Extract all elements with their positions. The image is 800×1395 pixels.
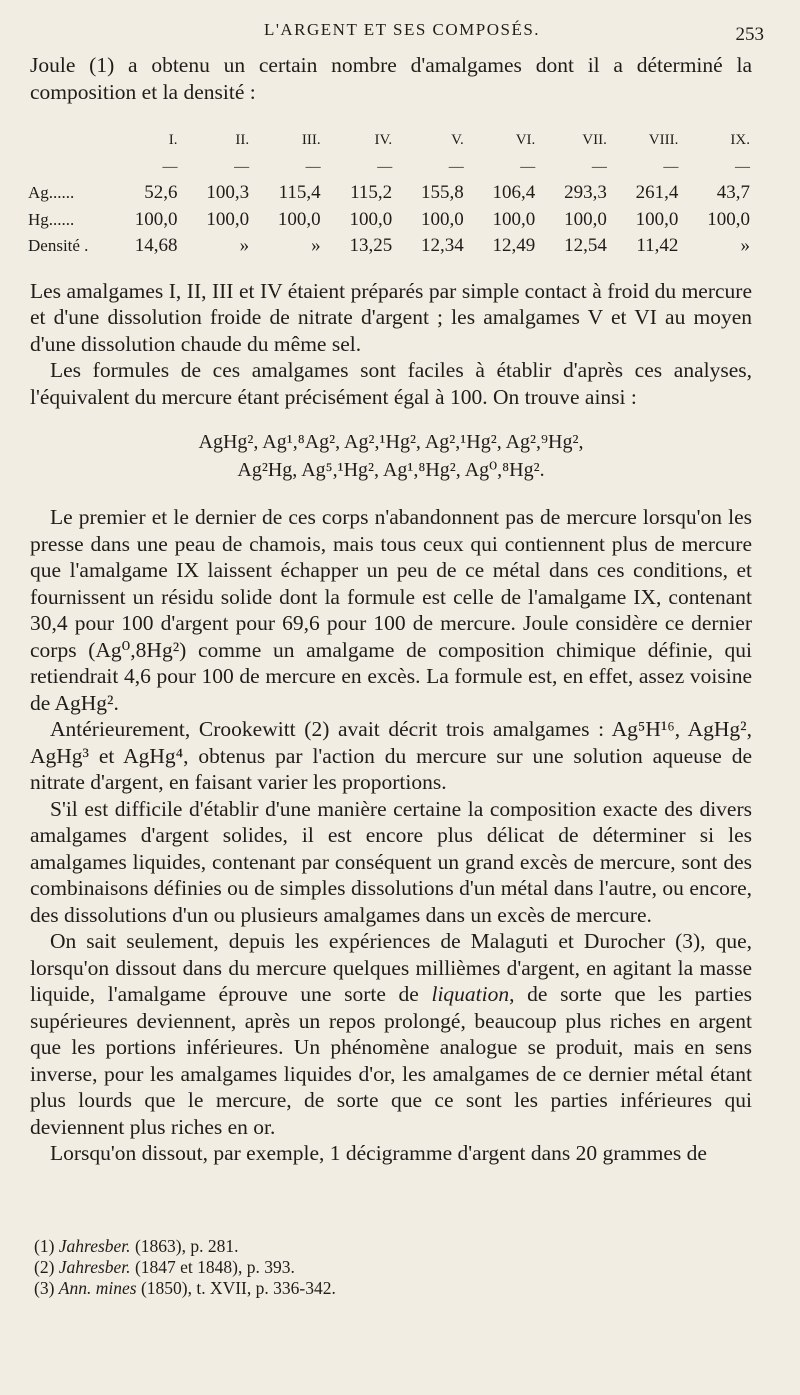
row-label: Ag...... [28, 183, 75, 202]
table-corner-cell [26, 154, 108, 181]
intro-paragraph: Joule (1) a obtenu un certain nombre d'amalgames dont il a déterminé la composition et la densité : [30, 53, 752, 104]
table-cell: 100,0 [492, 208, 536, 230]
table-cell: 12,34 [420, 235, 464, 256]
liquation-text-b: , de sorte que les parties supérieures deviennent, après un repos prolongé, beaucoup plus riches en argent que les portions inférieures. Un phénomène analogue se produit, mais en sens inverse, pour les amalgames liquides d'or, les amalgames de ce dernier métal étant plus lourds que le mercure, de sorte que ce sont les parties inférieures qui deviennent plus riches en or. [30, 982, 752, 1139]
column-rule: — [162, 158, 178, 175]
table-cell: 115,2 [350, 182, 393, 203]
paragraph-liquid-amalgams: S'il est difficile d'établir d'une manière certaine la composition exacte des divers amalgames d'argent solides, il est encore plus délicat de déterminer si les amalgames liquides, contenant par conséquent un grand excès de mercure, sont des combinaisons définies ou de simples dissolutions d'un métal dans l'autre, ou encore, des dissolutions d'un ou plusieurs amalgames dans un excès de mercure. [30, 796, 752, 927]
paragraph-formulas-intro: Les formules de ces amalgames sont faciles à établir d'après ces analyses, l'équivalent du mercure étant précisément égal à 100. On trouve ainsi : [30, 358, 752, 409]
table-cell: » [740, 235, 750, 256]
liquation-term: liquation [431, 982, 510, 1006]
paragraph-crookewitt: Antérieurement, Crookewitt (2) avait décrit trois amalgames : Ag⁵H¹⁶, AgHg², AgHg³ et AgHg⁴, obtenus par l'action du mercure sur une solution aqueuse de nitrate d'argent, en faisant varier les proportions. [30, 717, 752, 794]
footnote-source: Ann. mines [58, 1278, 137, 1298]
table-cell: 293,3 [564, 182, 607, 203]
table-cell: 106,4 [492, 182, 536, 203]
table-cell: 100,0 [635, 208, 679, 230]
table-cell: 100,3 [206, 182, 250, 203]
table-cell: 14,68 [134, 235, 178, 256]
column-rule: — [305, 158, 321, 175]
table-cell: 100,0 [349, 208, 393, 230]
table-corner-cell [26, 127, 108, 154]
formula-line-2: Ag²Hg, Ag⁵,¹Hg², Ag¹,⁸Hg², Ag⁰,⁸Hg². [237, 459, 545, 481]
column-header: III. [301, 132, 321, 148]
footnote-source: Jahresber. [58, 1257, 131, 1277]
table-row [26, 180, 752, 207]
footnote [34, 1236, 754, 1257]
table-cell: 100,0 [206, 208, 250, 230]
paragraph-liquation [30, 928, 752, 1140]
column-header: VIII. [648, 132, 679, 148]
column-rule: — [234, 158, 250, 175]
table-cell: 100,0 [134, 208, 178, 230]
table-cell: 100,0 [277, 208, 321, 230]
row-label: Hg...... [28, 209, 75, 229]
page-number: 253 [735, 24, 764, 45]
table-cell: 100,0 [707, 208, 750, 230]
column-header: VI. [515, 132, 536, 148]
page-header [40, 14, 764, 44]
column-header: IX. [730, 132, 750, 148]
footnote-number: (1) [34, 1236, 55, 1256]
column-rule: — [735, 158, 750, 175]
row-label: Densité . [28, 236, 89, 255]
column-rule: — [520, 158, 536, 175]
page-body [30, 52, 752, 1167]
column-rule: — [448, 158, 464, 175]
column-header: VII. [582, 132, 607, 148]
formula-block [30, 428, 752, 484]
column-rule: — [377, 158, 393, 175]
table-row [26, 233, 752, 260]
column-rule: — [663, 158, 679, 175]
table-cell: 100,0 [420, 208, 464, 230]
footnote-detail: (1850), t. XVII, p. 336-342. [140, 1278, 336, 1298]
table-cell: 115,4 [278, 182, 321, 203]
paragraph-example: Lorsqu'on dissout, par exemple, 1 décigramme d'argent dans 20 grammes de [50, 1141, 707, 1165]
table-cell: 100,0 [564, 208, 607, 230]
table-cell: 155,8 [420, 182, 464, 203]
column-header: V. [451, 132, 464, 148]
column-header: I. [168, 132, 178, 148]
table-cell: 43,7 [716, 182, 750, 203]
footnote-number: (3) [34, 1278, 55, 1298]
running-title: L'ARGENT ET SES COMPOSÉS. [263, 20, 541, 39]
footnotes [34, 1236, 754, 1299]
footnote [34, 1257, 754, 1278]
footnote-detail: (1847 et 1848), p. 393. [134, 1257, 295, 1277]
table-cell: » [239, 235, 250, 256]
paragraph-preparation: Les amalgames I, II, III et IV étaient préparés par simple contact à froid du mercure et d'une dissolution froide de nitrate d'argent ; les amalgames V et VI au moyen d'une dissolution chaude du même sel. [30, 278, 752, 356]
table-cell: 11,42 [636, 235, 679, 256]
table-cell: 12,54 [564, 235, 607, 256]
table-cell: 261,4 [635, 182, 679, 203]
column-header: IV. [374, 132, 393, 148]
formula-line-1: AgHg², Ag¹,⁸Ag², Ag²,¹Hg², Ag²,¹Hg², Ag²,⁹Hg², [198, 431, 584, 453]
table-cell: 12,49 [492, 235, 536, 256]
paragraph-joule: Le premier et le dernier de ces corps n'abandonnent pas de mercure lorsqu'on les presse dans une peau de chamois, mais tous ceux qui contiennent plus de mercure que l'amalgame IX laissent échapper un peu de ce métal dans ces conditions, et fournissent un résidu solide dont la formule est celle de l'amalgame IX, contenant 30,4 pour 100 d'argent pour 69,6 pour 100 de mercure. Joule considère ce dernier corps (Ag⁰,8Hg²) comme un amalgame de composition chimique définie, qui retiendrait 4,6 pour 100 de mercure en excès. La formule est, en effet, assez voisine de AgHg². [30, 505, 752, 715]
column-rule: — [591, 158, 607, 175]
column-header: II. [235, 132, 250, 148]
footnote-number: (2) [34, 1257, 55, 1277]
liquation-text-a: On sait seulement, depuis les expériences de Malaguti et Durocher (3), que, lorsqu'on dissout dans du mercure quelques millièmes d'argent, en agitant la masse liquide, l'amalgame éprouve une sorte de [30, 929, 752, 1006]
table-row [26, 207, 752, 234]
footnote [34, 1278, 754, 1299]
table-cell: » [311, 235, 321, 256]
amalgam-table [26, 127, 752, 260]
table-cell: 13,25 [349, 235, 393, 256]
table-dash-row [26, 154, 752, 181]
table-cell: 52,6 [144, 182, 178, 203]
footnote-detail: (1863), p. 281. [134, 1236, 239, 1256]
footnote-source: Jahresber. [58, 1236, 131, 1256]
table-header-row [26, 127, 752, 154]
